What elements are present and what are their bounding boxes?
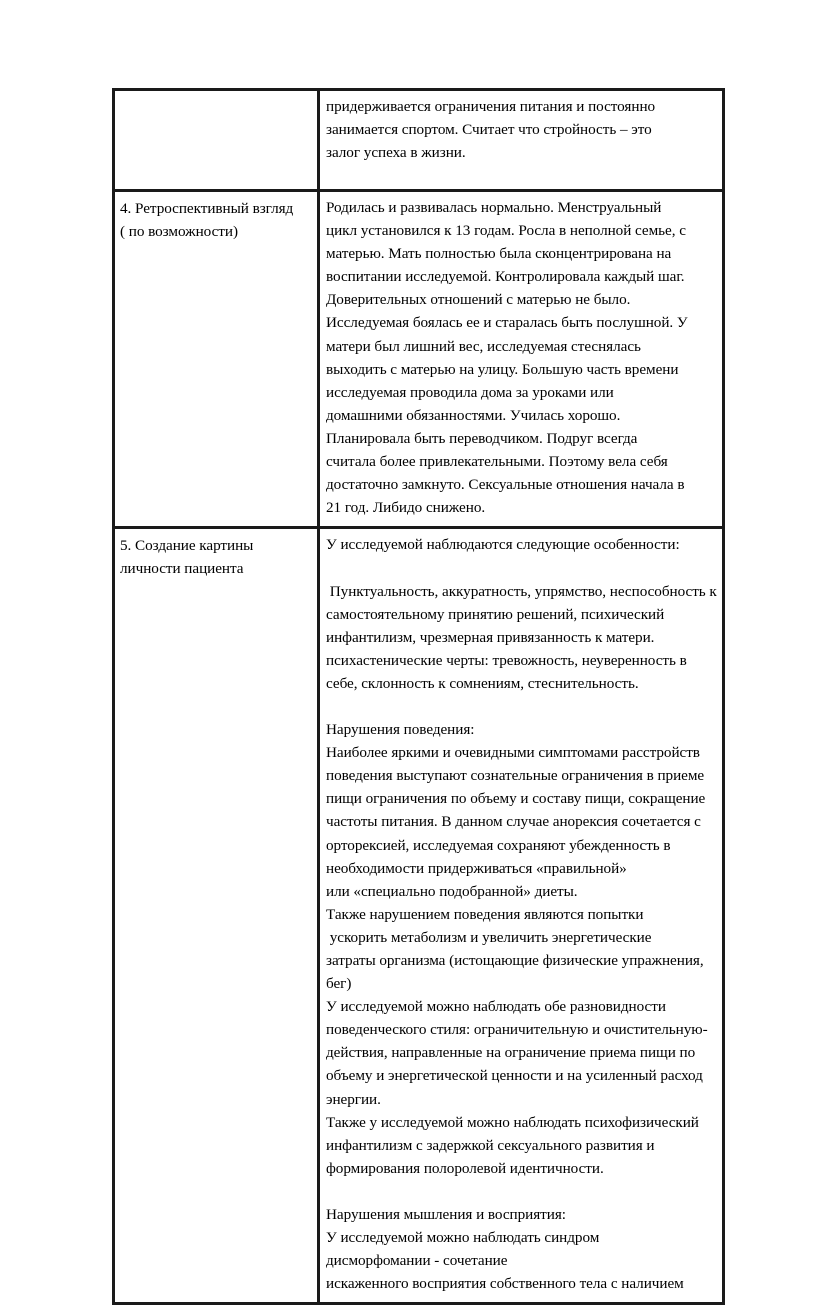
text-line: или «специально подобранной» диеты. [326,882,578,900]
table-cell-label [114,90,319,191]
text-line: Доверительных отношений с матерью не было. [326,291,631,309]
text-line [326,1180,719,1203]
text-line: У исследуемой можно наблюдать синдром [326,1229,600,1247]
text-line [326,556,719,579]
text-line: бег) [326,975,352,993]
text-line: домашними обязанностями. Училась хорошо. [326,406,621,424]
text-line: исследуемая проводила дома за уроками или [326,383,614,401]
text-line: Нарушения поведения: [326,721,475,739]
label-text-block [115,529,317,587]
text-line: ускорить метаболизм и увеличить энергетические [326,928,652,946]
text-line: Нарушения мышления и восприятия: [326,1206,566,1224]
text-line: цикл установился к 13 годам. Росла в неполной семье, с [326,222,686,240]
text-line: Пунктуальность, аккуратность, упрямство, неспособность к [326,582,717,600]
text-line: самостоятельному принятию решений, психический [326,605,665,623]
text-line: 5. Создание картины [120,537,254,555]
text-line: считала более привлекательными. Поэтому вела себя [326,453,668,471]
text-line: 21 год. Либидо снижено. [326,499,486,517]
table-cell-label [114,528,319,1304]
table-row [114,528,724,1304]
text-line: У исследуемой наблюдаются следующие особенности: [326,536,680,554]
text-line: занимается спортом. Считает что стройность – это [326,121,652,139]
text-line: затраты организма (истощающие физические упражнения, [326,952,704,969]
text-line: психастенические черты: тревожность, неуверенность в [326,651,687,669]
text-line: достаточно замкнуто. Сексуальные отношения начала в [326,476,685,494]
text-line: придерживается ограничения питания и постоянно [326,98,656,115]
table-row [114,191,724,528]
text-line: формирования полоролевой идентичности. [326,1159,604,1177]
label-text-block [115,192,317,250]
text-line: инфантилизм с задержкой сексуального развития и [326,1136,655,1154]
text-line: выходить с матерью на улицу. Большую часть времени [326,360,679,378]
text-line: Также у исследуемой можно наблюдать психофизический [326,1113,699,1131]
text-line: искаженного восприятия собственного тела с наличием [326,1275,684,1293]
text-line: поведенческого стиля: ограничительную и очистительную- [326,1021,708,1039]
table-cell-label [114,191,319,528]
text-line [326,695,719,718]
text-line: Наиболее яркими и очевидными симптомами расстройств [326,744,700,762]
text-line: себе, склонность к сомнениям, стеснительность. [326,674,639,692]
body-text-block [320,91,722,171]
text-line: воспитании исследуемой. Контролировала каждый шаг. [326,268,685,286]
text-line: ( по возможности) [120,223,238,241]
text-line: Исследуемая боялась ее и старалась быть послушной. У [326,314,688,332]
table-cell-body [319,528,724,1304]
text-line: энергии. [326,1090,381,1108]
text-line: залог успеха в жизни. [326,144,466,162]
label-text-block [115,91,317,189]
text-line: матери был лишний вес, исследуемая стеснялась [326,337,641,355]
text-line: Планировала быть переводчиком. Подруг всегда [326,429,638,447]
text-line: Также нарушением поведения являются попытки [326,905,644,923]
text-line: Родилась и развивалась нормально. Менструальный [326,199,662,216]
table-cell-body [319,90,724,191]
body-text-block [320,529,722,1302]
text-line: личности пациента [120,560,244,578]
text-line: дисморфомании - сочетание [326,1252,508,1270]
text-line: матерью. Мать полностью была сконцентрирована на [326,245,672,263]
text-line: поведения выступают сознательные ограничения в приеме [326,767,705,785]
report-table [112,88,725,1305]
table-row [114,90,724,191]
report-table-body [114,90,724,1304]
text-line: орторексией, исследуемая сохраняют убежденность в [326,836,671,854]
table-cell-body [319,191,724,528]
text-line: действия, направленные на ограничение приема пищи по [326,1044,696,1062]
text-line: объему и энергетической ценности и на усиленный расход [326,1067,703,1085]
text-line: необходимости придерживаться «правильной» [326,859,627,877]
text-line: частоты питания. В данном случае анорексия сочетается с [326,813,701,831]
body-text-block [320,192,722,526]
text-line: пищи ограничения по объему и составу пищи, сокращение [326,790,706,808]
text-line: У исследуемой можно наблюдать обе разновидности [326,998,666,1016]
text-line: инфантилизм, чрезмерная привязанность к матери. [326,628,655,646]
text-line: 4. Ретроспективный взгляд [120,200,294,217]
